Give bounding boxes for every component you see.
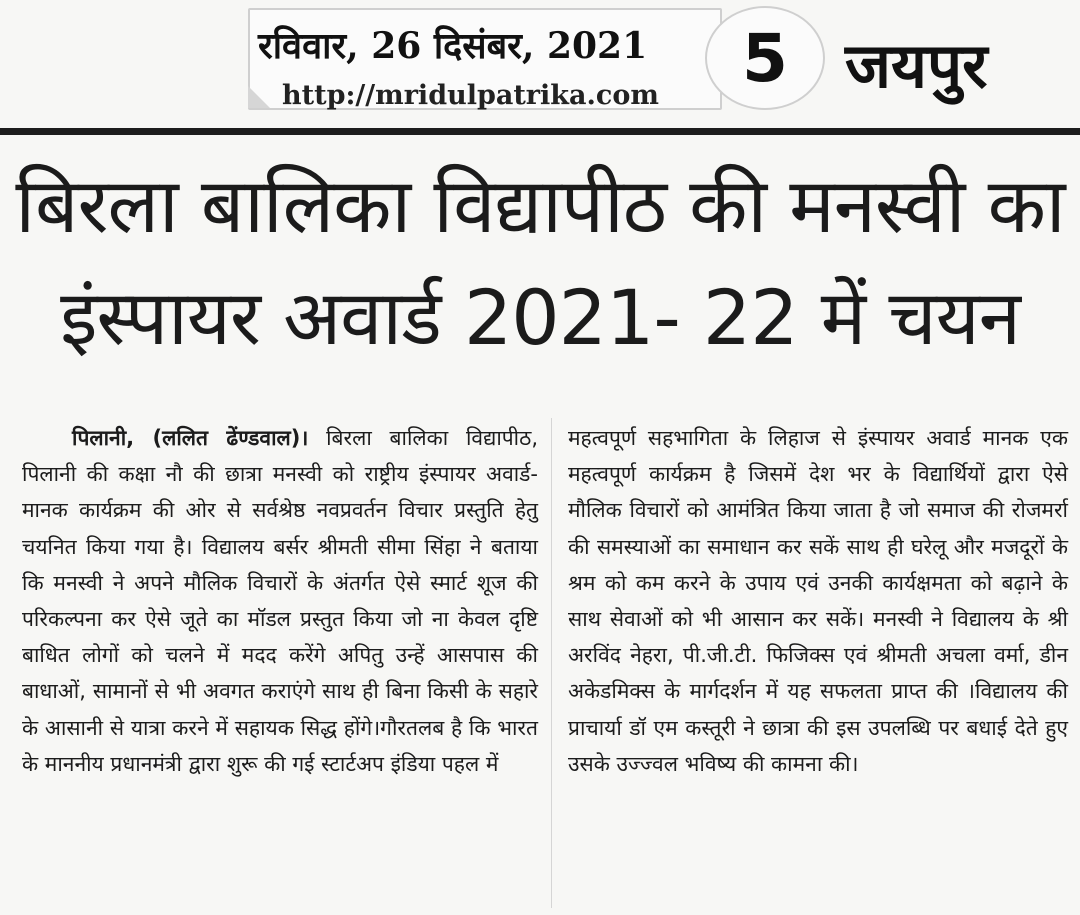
right-column-text: महत्वपूर्ण सहभागिता के लिहाज से इंस्पायर अवार्ड मानक एक महत्वपूर्ण कार्यक्रम है जिसमें देश भर के विद्यार्थियों द्वारा ऐसे मौलिक विचारों को आमंत्रित किया जाता है जो समाज की रोजमर्रा की समस्याओं का समाधान कर सकें साथ ही घरेलू और मजदूरों के श्रम को कम करने के उपाय एवं उनकी कार्यक्षमता को बढ़ाने के साथ सेवाओं को भी आसान कर सकें। मनस्वी ने विद्यालय के श्री अरविंद नेहरा, पी.जी.टी. फिजिक्स एवं श्रीमती अचला वर्मा, डीन अकेडमिक्स के मार्गदर्शन में यह सफलता प्राप्त की ।विद्यालय की प्राचार्या डॉ एम कस्तूरी ने छात्रा की इस उपलब्धि पर बधाई देते हुए उसके उज्ज्वल भविष्य की कामना की। — [568, 426, 1068, 776]
headline-line-2: इंस्पायर अवार्ड 2021- 22 में चयन — [60, 273, 1020, 362]
article-column-left — [22, 420, 538, 782]
page-number: 5 — [705, 6, 825, 110]
website-url: http://mridulpatrika.com — [282, 80, 659, 111]
fold-corner-icon — [248, 86, 270, 108]
article-paragraph-left — [22, 420, 538, 782]
article-column-right — [568, 420, 1068, 782]
issue-date: रविवार, 26 दिसंबर, 2021 — [258, 25, 648, 67]
header-rule — [0, 128, 1080, 135]
masthead — [0, 0, 1080, 140]
headline-line-1: बिरला बालिका विद्यापीठ की मनस्वी का — [15, 161, 1065, 250]
headline — [0, 150, 1080, 374]
edition-city: जयपुर — [845, 29, 988, 102]
byline: पिलानी, (ललित ढेंण्डवाल)। — [72, 426, 309, 450]
left-column-text: बिरला बालिका विद्यापीठ, पिलानी की कक्षा नौ की छात्रा मनस्वी को राष्ट्रीय इंस्पायर अवार्ड-मानक कार्यक्रम की ओर से सर्वश्रेष्ठ नवप्रवर्तन विचार प्रस्तुति हेतु चयनित किया गया है। विद्यालय बर्सर श्रीमती सीमा सिंहा ने बताया कि मनस्वी ने अपने मौलिक विचारों के अंतर्गत ऐसे स्मार्ट शूज की परिकल्पना कर ऐसे जूते का मॉडल प्रस्तुत किया जो ना केवल दृष्टि बाधित लोगों को चलने में मदद करेंगे अपितु उन्हें आसपास की बाधाओं, सामानों से भी अवगत कराएंगे साथ ही बिना किसी के सहारे के आसानी से यात्रा करने में सहायक सिद्ध होंगे।गौरतलब है कि भारत के माननीय प्रधानमंत्री द्वारा शुरू की गई स्टार्टअप इंडिया पहल में — [22, 426, 538, 776]
column-divider — [551, 418, 552, 908]
